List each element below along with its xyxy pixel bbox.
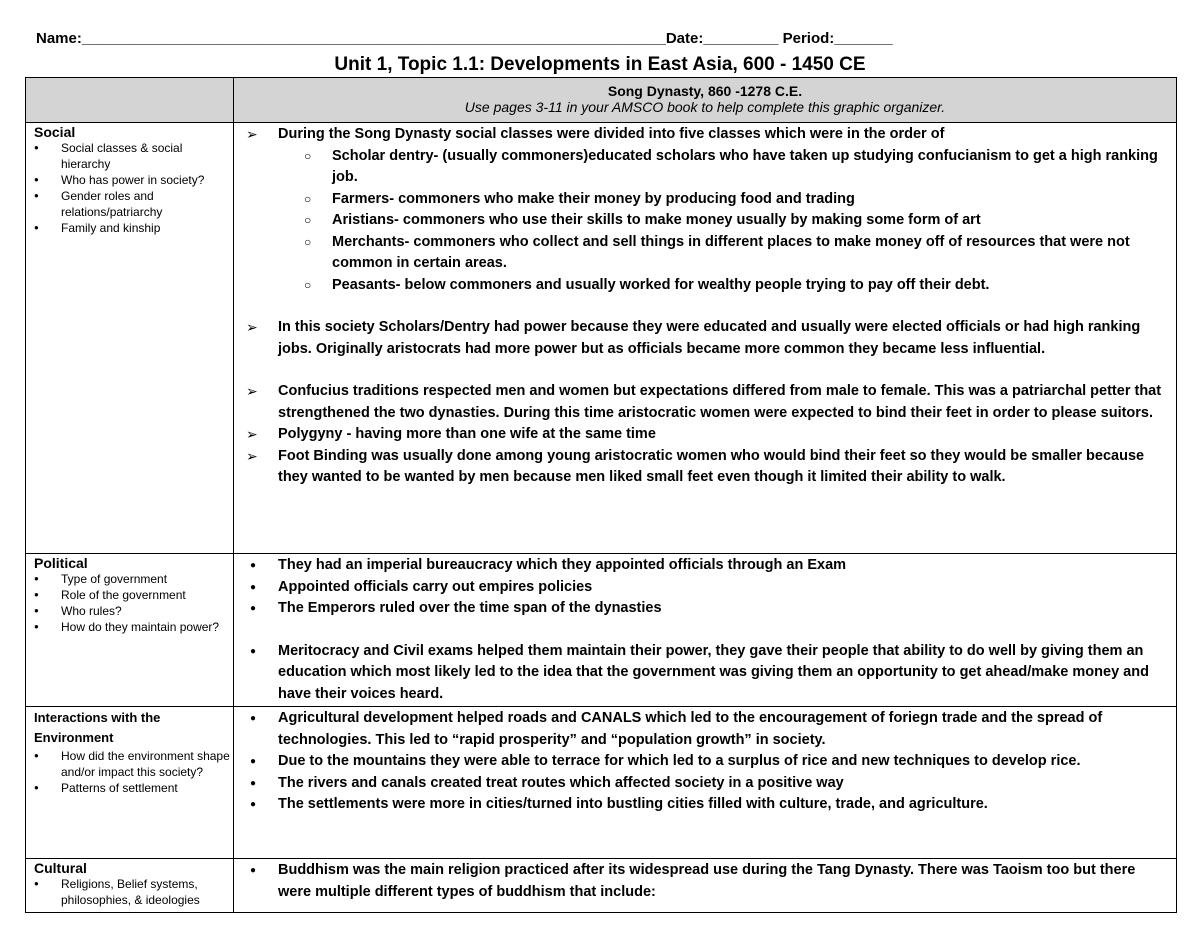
prompt-item: ● How do they maintain power?: [34, 619, 233, 635]
circle-bullet-icon: ○: [304, 213, 312, 227]
category-title: Cultural: [34, 860, 87, 876]
sub-note-item: ○ Farmers- commoners who make their money by producing food and trading: [234, 189, 1166, 211]
sub-note-item: ○ Scholar dentry- (usually commoners)educated scholars who have taken up studying confucianism to get a high ranking job.: [304, 147, 1158, 185]
prompt-item: ● Gender roles and relations/patriarchy: [34, 188, 233, 220]
note-item: ● Appointed officials carry out empires policies: [234, 577, 1166, 599]
dot-bullet-icon: ●: [250, 713, 257, 724]
dot-bullet-icon: ●: [250, 645, 257, 657]
prompt-item: ● Role of the government: [34, 587, 233, 603]
prompt-item: ● Patterns of settlement: [34, 780, 233, 796]
note-item: ➢ During the Song Dynasty social classes were divided into five classes which were in the order of: [234, 124, 1166, 146]
period-label: Period:: [782, 30, 835, 47]
graphic-organizer-table: [25, 77, 1177, 913]
table-header-row: [26, 78, 1177, 123]
prompt-list: [34, 140, 233, 236]
notes-cell-political[interactable]: [234, 554, 1177, 707]
circle-bullet-icon: ○: [304, 148, 312, 163]
prompt-item: ● Type of government: [34, 571, 233, 587]
name-blank[interactable]: ______________________________________________________________________: [81, 30, 666, 47]
dot-bullet-icon: ●: [250, 799, 257, 810]
notes-cell-environment[interactable]: [234, 707, 1177, 859]
dynasty-instructions: Use pages 3-11 in your AMSCO book to help complete this graphic organizer.: [464, 99, 946, 115]
category-title: Social: [34, 124, 76, 140]
sub-note-item: ○ Merchants- commoners who collect and sell things in different places to make money off of resources that were not common in certain areas.: [304, 233, 1130, 271]
header-fields: [36, 30, 893, 47]
sub-note-item: ○ Aristians- commoners who use their skills to make money usually by making some form of art: [234, 210, 1166, 232]
dot-bullet-icon: ●: [250, 756, 257, 767]
date-label: Date:: [665, 30, 704, 47]
arrow-bullet-icon: ➢: [246, 383, 258, 399]
dot-bullet-icon: ●: [250, 865, 257, 876]
note-item: ● Due to the mountains they were able to terrace for which led to a surplus of rice and new techniques to develop rice.: [234, 751, 1166, 773]
note-item: ➢ Foot Binding was usually done among young aristocratic women who would bind their feet so they would be smaller because they wanted to be wanted by men because men liked small feet even though it limited their ability to walk.: [246, 447, 1145, 485]
prompt-item: ● Who rules?: [34, 603, 233, 619]
dot-bullet-icon: ●: [250, 603, 257, 614]
dot-bullet-icon: ●: [250, 581, 257, 593]
table-row-cultural: [26, 859, 1177, 913]
note-item: ● The Emperors ruled over the time span of the dynasties: [234, 598, 1166, 620]
note-item: ● The settlements were more in cities/turned into bustling cities filled with culture, trade, and agriculture.: [234, 794, 1166, 816]
table-row-environment: [26, 707, 1177, 859]
dot-bullet-icon: ●: [250, 560, 257, 571]
category-cell-cultural: [26, 859, 234, 913]
category-cell-social: [26, 123, 234, 554]
note-item: ➢ Polygyny - having more than one wife at the same time: [234, 424, 1166, 446]
note-item: ● Buddhism was the main religion practiced after its widespread use during the Tang Dynasty. There was Taoism too but there were multiple different types of buddhism that include:: [250, 862, 1136, 900]
category-cell-environment: [26, 707, 234, 859]
notes-cell-cultural[interactable]: [234, 859, 1177, 913]
dynasty-title: Song Dynasty, 860 -1278 C.E.: [607, 83, 803, 99]
note-item: ● The rivers and canals created treat routes which affected society in a positive way: [234, 773, 1166, 795]
sub-note-item: ○ Peasants- below commoners and usually worked for wealthy people trying to pay off their debt.: [234, 275, 1166, 297]
category-title: Political: [34, 555, 88, 571]
note-item: ➢ Confucius traditions respected men and women but expectations differed from male to female. This was a patriarchal petter that strengthened the two dynasties. During this time aristocratic women were expected to bind their feet in order to please suitors.: [246, 383, 1162, 421]
prompt-item: ● How did the environment shape and/or impact this society?: [34, 748, 233, 780]
date-blank[interactable]: _________: [703, 30, 779, 47]
note-item: ● Agricultural development helped roads and CANALS which led to the encouragement of foriegn trade and the spread of technologies. This led to “rapid prosperity” and “population growth” in society.: [250, 710, 1103, 748]
prompt-list: [34, 876, 233, 908]
arrow-bullet-icon: ➢: [246, 319, 258, 335]
prompt-list: [34, 748, 233, 796]
header-empty-cell: [26, 78, 234, 123]
category-title: Interactions with the Environment: [34, 710, 161, 745]
table-row-social: [26, 123, 1177, 554]
name-label: Name:: [36, 30, 82, 47]
arrow-bullet-icon: ➢: [246, 447, 258, 464]
arrow-bullet-icon: ➢: [246, 126, 258, 142]
note-item: ➢ In this society Scholars/Dentry had power because they were educated and usually were elected officials or had high ranking jobs. Originally aristocrats had more power but as officials became more common they became less influential.: [246, 319, 1141, 357]
arrow-bullet-icon: ➢: [246, 426, 258, 442]
dot-bullet-icon: ●: [250, 777, 257, 789]
circle-bullet-icon: ○: [304, 191, 312, 206]
prompt-item: ● Social classes & social hierarchy: [34, 140, 233, 172]
prompt-item: ● Who has power in society?: [34, 172, 233, 188]
prompt-item: ● Family and kinship: [34, 220, 233, 236]
note-item: ● They had an imperial bureaucracy which they appointed officials through an Exam: [234, 555, 1166, 577]
table-row-political: [26, 554, 1177, 707]
page-title: Unit 1, Topic 1.1: Developments in East Asia, 600 - 1450 CE: [334, 54, 866, 75]
prompt-list: [34, 571, 233, 635]
note-item: ● Meritocracy and Civil exams helped them maintain their power, they gave their people that ability to do well by giving them an education which most likely led to the idea that the government was giving them an opportunity to get ahead/make money and have their voices heard.: [250, 642, 1149, 702]
period-blank[interactable]: _______: [834, 30, 893, 47]
header-dynasty-cell: [234, 78, 1177, 123]
circle-bullet-icon: ○: [304, 277, 312, 292]
notes-cell-social[interactable]: [234, 123, 1177, 554]
category-cell-political: [26, 554, 234, 707]
circle-bullet-icon: ○: [304, 234, 312, 249]
prompt-item: ● Religions, Belief systems, philosophies, & ideologies: [34, 876, 233, 908]
